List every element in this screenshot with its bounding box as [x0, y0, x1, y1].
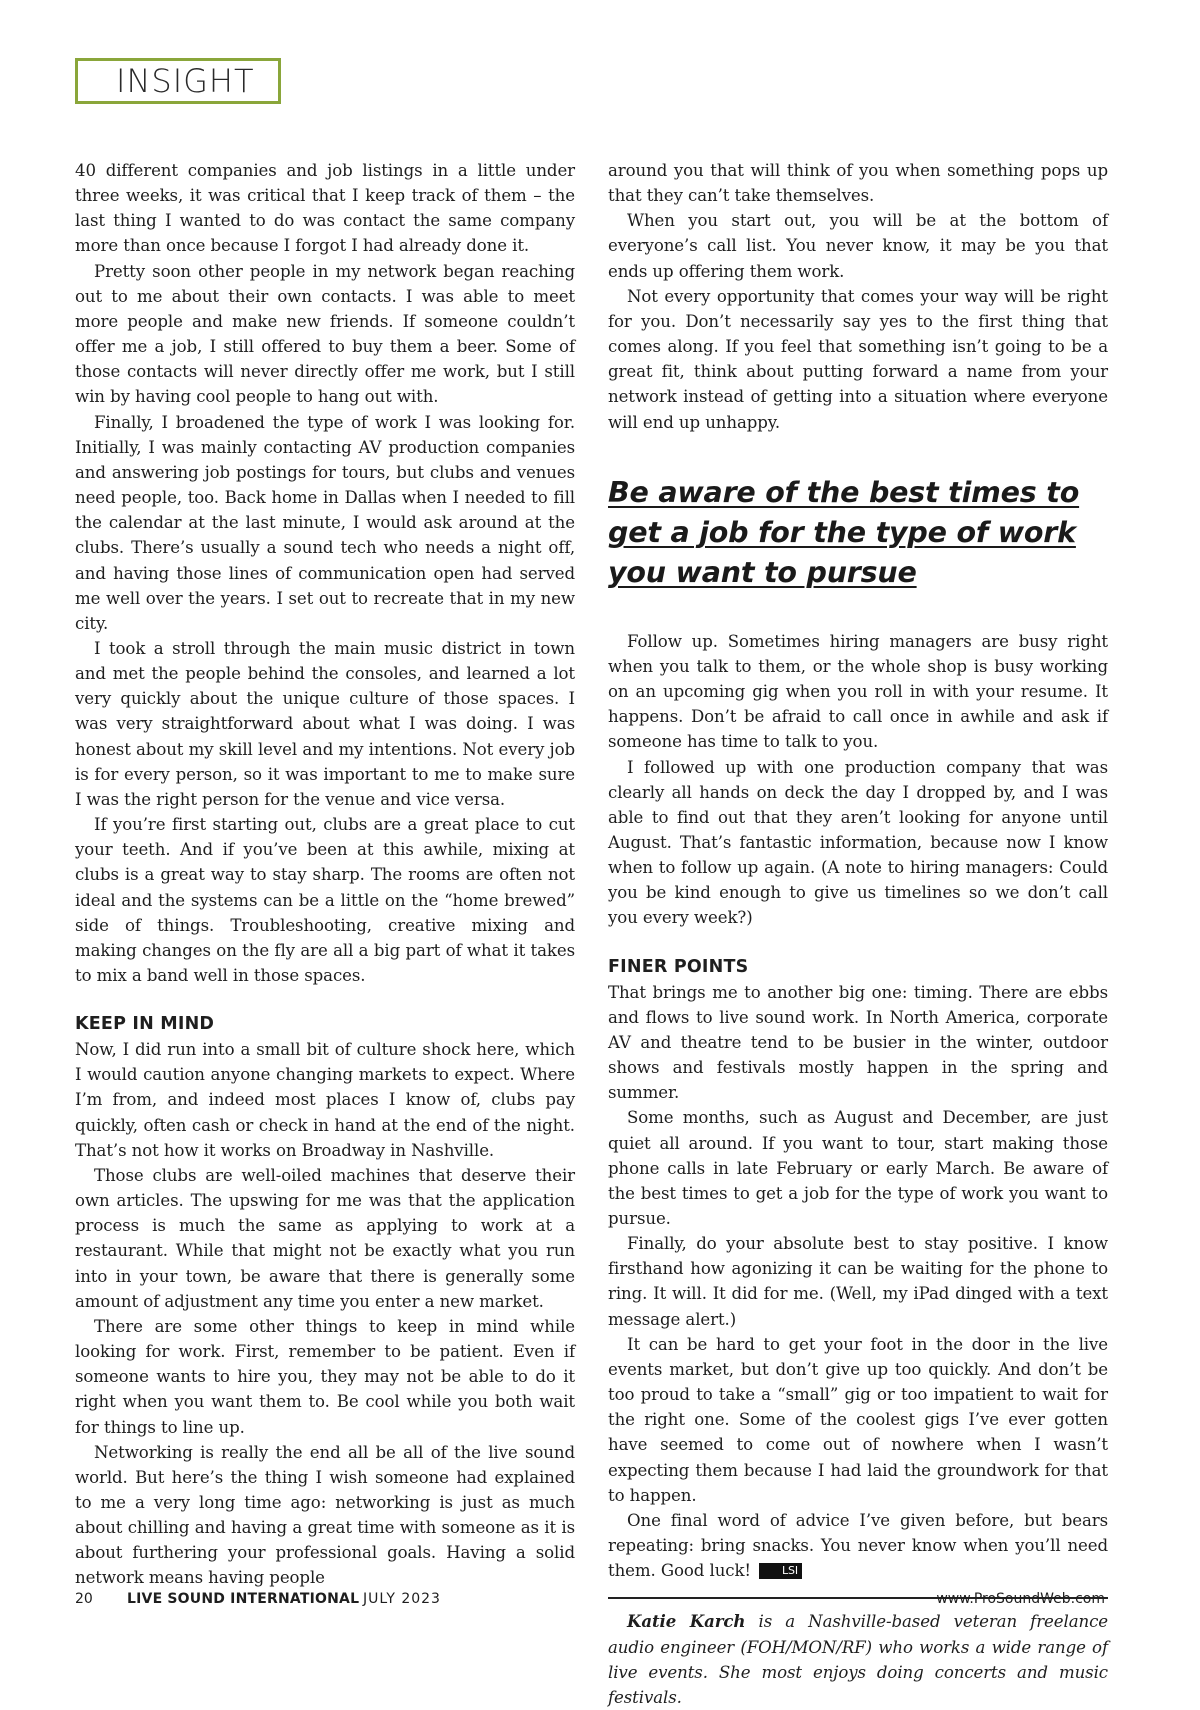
- body-paragraph: Pretty soon other people in my network began reaching out to me about their own contacts. I was able to meet more people and make new friends. If someone couldn’t offer me a job, I still offered to buy them a beer. Some of those contacts will never directly offer me work, but I still win by having cool people to hang out with.: [75, 261, 575, 407]
- pull-quote: Be aware of the best times to get a job for the type of work you want to pursue: [608, 475, 1080, 589]
- page-footer: [75, 1589, 1105, 1609]
- body-paragraph: When you start out, you will be at the bottom of everyone’s call list. You never know, it may be you that ends up offering them work.: [608, 211, 1108, 281]
- body-paragraph: around you that will think of you when something pops up that they can’t take themselves.: [608, 161, 1108, 206]
- right-column: [608, 158, 1108, 1710]
- final-paragraph-text: One final word of advice I’ve given before, but bears repeating: bring snacks. You never know when you’ll need them. Good luck!: [608, 1510, 1108, 1581]
- body-paragraph: There are some other things to keep in mind while looking for work. First, remember to be patient. Even if someone wants to hire you, they may not be able to do it right when you want them to. Be cool while you both wait for things to line up.: [75, 1316, 575, 1437]
- left-column: [75, 158, 575, 1591]
- subhead-keep-in-mind: KEEP IN MIND: [75, 1014, 215, 1035]
- body-paragraph: Networking is really the end all be all of the live sound world. But here’s the thing I wish someone had explained to me a very long time ago: networking is just as much about chilling and having a great time with someone as it is about furthering your professional goals. Having a solid network means having people: [75, 1442, 575, 1588]
- magazine-name: LIVE SOUND INTERNATIONAL: [127, 1591, 360, 1607]
- body-paragraph: Finally, do your absolute best to stay positive. I know firsthand how agonizing it can be waiting for the phone to ring. It will. It did for me. (Well, my iPad dinged with a text message alert.): [608, 1234, 1108, 1329]
- author-bio-text: is a Nashville-based veteran freelance audio engineer (FOH/MON/RF) who works a wide range of live events. She most enjoys doing concerts and music festivals.: [608, 1612, 1108, 1707]
- issue-date: JULY 2023: [363, 1591, 441, 1607]
- author-bio: [608, 1609, 1108, 1710]
- body-paragraph: I followed up with one production company that was clearly all hands on deck the day I dropped by, and I was able to find out that they aren’t looking for anyone until August. That’s fantastic information, because now I know when to follow up again. (A note to hiring managers: Could you be kind enough to give us timelines so we don’t call you every week?): [608, 757, 1108, 928]
- body-paragraph: I took a stroll through the main music district in town and met the people behind the consoles, and learned a lot very quickly about the unique culture of those spaces. I was very straightforward about what I was doing. I was honest about my skill level and my intentions. Not every job is for every person, so it was important to me to make sure I was the right person for the venue and vice versa.: [75, 638, 575, 809]
- body-paragraph: Not every opportunity that comes your way will be right for you. Don’t necessarily say yes to the first thing that comes along. If you feel that something isn’t going to be a great fit, think about putting forward a name from your network instead of getting into a situation where everyone will end up unhappy.: [608, 286, 1108, 432]
- body-paragraph: 40 different companies and job listings in a little under three weeks, it was critical that I keep track of them – the last thing I wanted to do was contact the same company more than once because I forgot I had already done it.: [75, 161, 575, 256]
- body-paragraph: That brings me to another big one: timing. There are ebbs and flows to live sound work. In North America, corporate AV and theatre tend to be busier in the winter, outdoor shows and festivals mostly happen in the spring and summer.: [608, 982, 1108, 1103]
- page-number: 20: [75, 1591, 93, 1607]
- body-paragraph: Follow up. Sometimes hiring managers are busy right when you talk to them, or the whole shop is busy working on an upcoming gig when you roll in with your resume. It happens. Don’t be afraid to call once in awhile and ask if someone has time to talk to you.: [608, 631, 1108, 752]
- lsi-end-mark: LSI: [759, 1563, 802, 1579]
- subhead-finer-points: FINER POINTS: [608, 956, 749, 977]
- final-paragraph: [608, 1508, 1108, 1583]
- body-paragraph: Some months, such as August and December, are just quiet all around. If you want to tour, start making those phone calls in late February or early March. Be aware of the best times to get a job for the type of work you want to pursue.: [608, 1108, 1108, 1228]
- body-paragraph: If you’re first starting out, clubs are a great place to cut your teeth. And if you’ve been at this awhile, mixing at clubs is a great way to stay sharp. The rooms are often not ideal and the systems can be a little on the “home brewed” side of things. Troubleshooting, creative mixing and making changes on the fly are all a big part of what it takes to mix a band well in those spaces.: [75, 815, 575, 985]
- section-tag: INSIGHT: [75, 58, 281, 104]
- body-paragraph: It can be hard to get your foot in the door in the live events market, but don’t give up too quickly. And don’t be too proud to take a “small” gig or too impatient to wait for the right one. Some of the coolest gigs I’ve ever gotten have seemed to come out of nowhere when I wasn’t expecting them because I had laid the groundwork for that to happen.: [608, 1334, 1108, 1505]
- body-paragraph: Finally, I broadened the type of work I was looking for. Initially, I was mainly contacting AV production companies and answering job postings for tours, but clubs and venues need people, too. Back home in Dallas when I needed to fill the calendar at the last minute, I would ask around at the clubs. There’s usually a sound tech who needs a night off, and having those lines of communication open had served me well over the years. I set out to recreate that in my new city.: [75, 412, 575, 633]
- website-link[interactable]: www.ProSoundWeb.com: [936, 1591, 1105, 1607]
- author-name: Katie Karch: [627, 1611, 746, 1632]
- body-paragraph: Now, I did run into a small bit of culture shock here, which I would caution anyone changing markets to expect. Where I’m from, and indeed most places I know of, clubs pay quickly, often cash or check in hand at the end of the night. That’s not how it works on Broadway in Nashville.: [75, 1040, 575, 1160]
- body-paragraph: Those clubs are well-oiled machines that deserve their own articles. The upswing for me was that the application process is much the same as applying to work at a restaurant. While that might not be exactly what you run into in your town, be aware that there is generally some amount of adjustment any time you enter a new market.: [75, 1165, 575, 1311]
